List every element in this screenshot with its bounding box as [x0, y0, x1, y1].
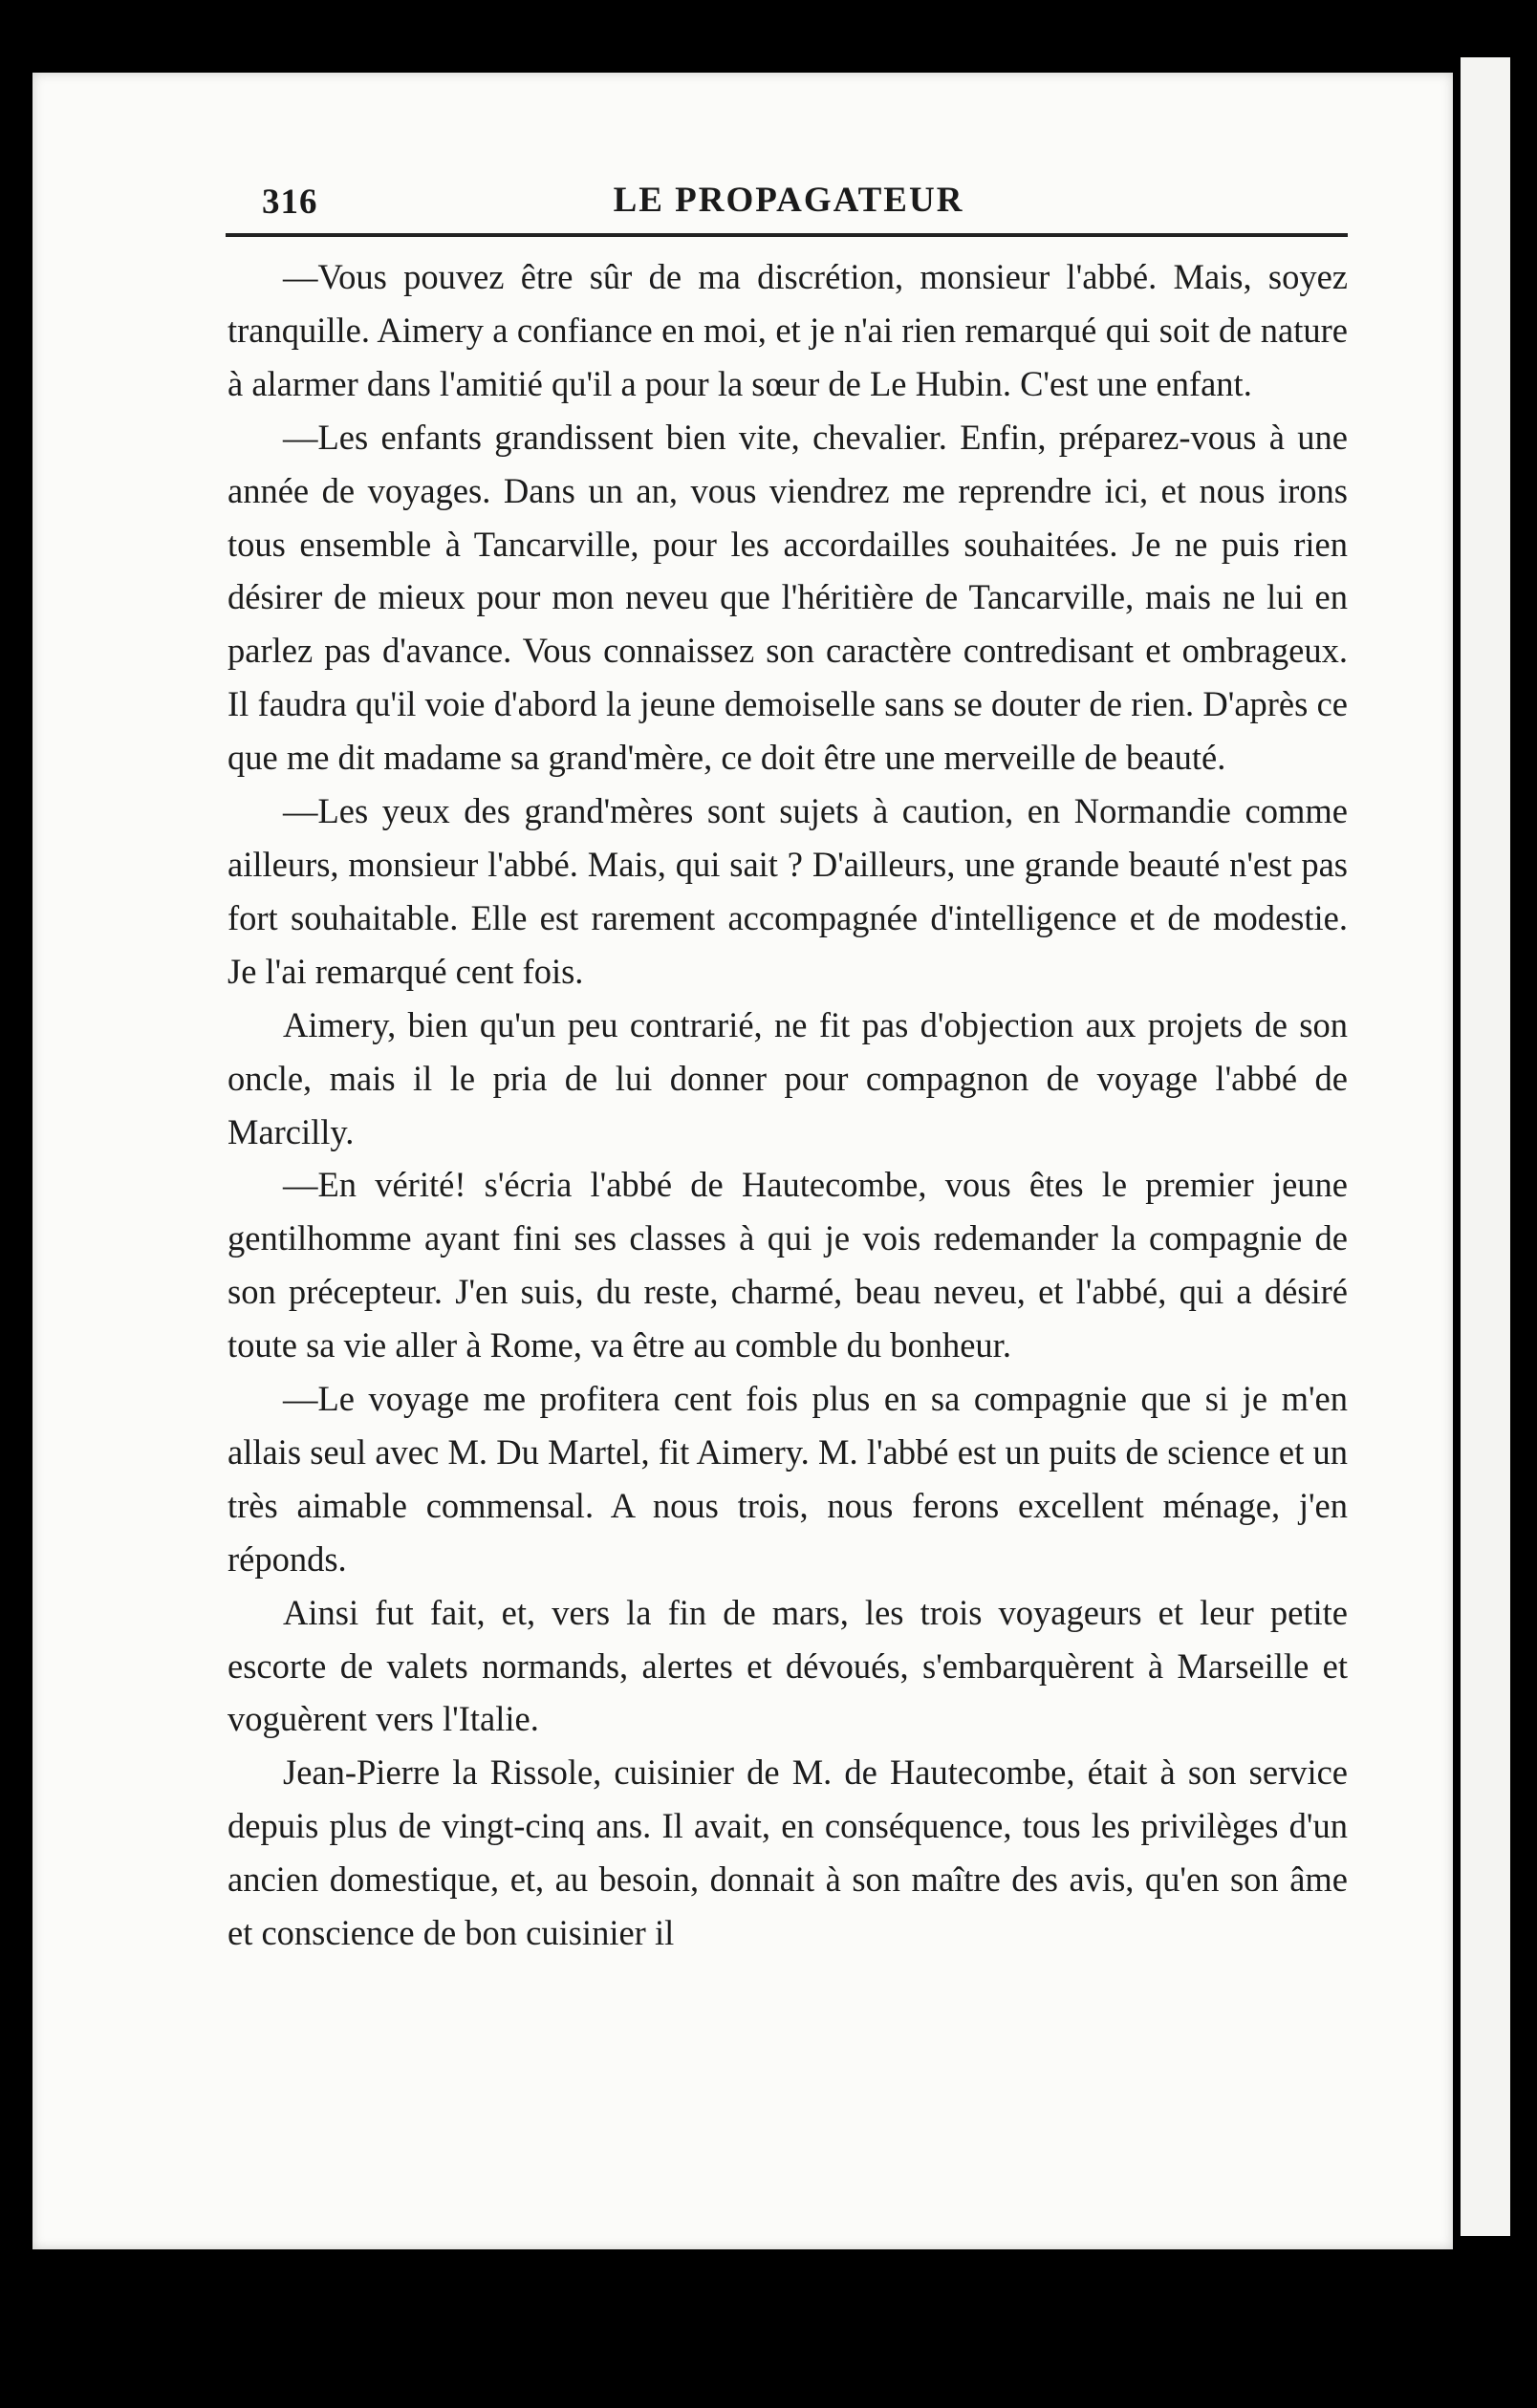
- page-header: [227, 103, 1350, 222]
- body-text: [227, 250, 1348, 1960]
- paragraph: Ainsi fut fait, et, vers la fin de mars, les trois voyageurs et leur petite escorte de valets normands, alertes et dévoués, s'embarquèrent à Marseille et voguèrent vers l'Italie.: [227, 1592, 1348, 1739]
- paragraph: Aimery, bien qu'un peu contrarié, ne fit pas d'objection aux projets de son oncle, mais il le pria de lui donner pour compagnon de voyage l'abbé de Marcilly.: [227, 1004, 1348, 1151]
- running-title: LE PROPAGATEUR: [613, 181, 964, 220]
- header-rule: [226, 233, 1348, 237]
- paragraph: —Les enfants grandissent bien vite, chevalier. Enfin, préparez-vous à une année de voyages. Dans un an, vous viendrez me reprendre ici, et nous irons tous ensemble à Tancarville, pour les accordailles souhaitées. Je ne puis rien désirer de mieux pour mon neveu que l'héritière de Tancarville, mais ne lui en parlez pas d'avance. Vous connaissez son caractère contredisant et ombrageux. Il faudra qu'il voie d'abord la jeune demoiselle sans se douter de rien. D'après ce que me dit madame sa grand'mère, ce doit être une merveille de beauté.: [227, 417, 1348, 778]
- paragraph: —En vérité! s'écria l'abbé de Hautecombe, vous êtes le premier jeune gentilhomme ayant fini ses classes à qui je vois redemander la compagnie de son précepteur. J'en suis, du reste, charmé, beau neveu, et l'abbé, qui a désiré toute sa vie aller à Rome, va être au comble du bonheur.: [227, 1165, 1348, 1365]
- paragraph: —Le voyage me profitera cent fois plus en sa compagnie que si je m'en allais seul avec M. Du Martel, fit Aimery. M. l'abbé est un puits de science et un très aimable commensal. A nous trois, nous ferons excellent ménage, j'en réponds.: [227, 1379, 1348, 1579]
- page-number: 316: [262, 183, 318, 222]
- paragraph: —Les yeux des grand'mères sont sujets à caution, en Normandie comme ailleurs, monsieur l'abbé. Mais, qui sait ? D'ailleurs, une grande beauté n'est pas fort souhaitable. Elle est rarement accompagnée d'intelligence et de modestie. Je l'ai remarqué cent fois.: [227, 791, 1348, 991]
- paragraph: Jean-Pierre la Rissole, cuisinier de M. de Hautecombe, était à son service depuis plus de vingt-cinq ans. Il avait, en conséquence, tous les privilèges d'un ancien domestique, et, au besoin, donnait à son maître des avis, qu'en son âme et conscience de bon cuisinier il: [227, 1752, 1348, 1953]
- paragraph: —Vous pouvez être sûr de ma discrétion, monsieur l'abbé. Mais, soyez tranquille. Aimery a confiance en moi, et je n'ai rien remarqué qui soit de nature à alarmer dans l'amitié qu'il a pour la sœur de Le Hubin. C'est une enfant.: [227, 257, 1348, 403]
- adjacent-page-edge: [1461, 57, 1510, 2236]
